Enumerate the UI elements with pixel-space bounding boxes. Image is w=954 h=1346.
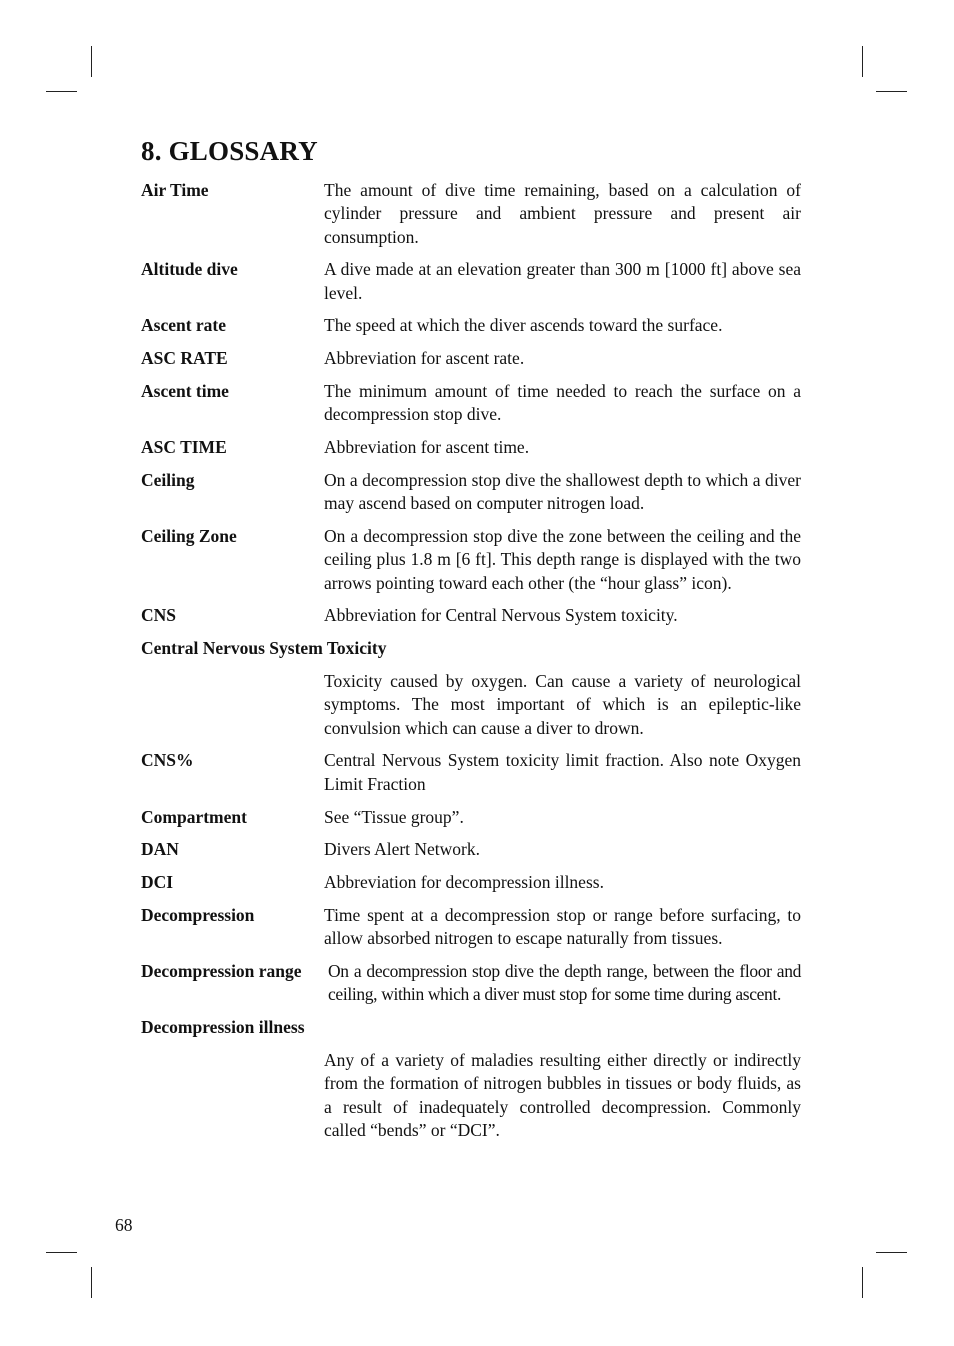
glossary-term: ASC RATE <box>141 348 228 369</box>
crop-mark <box>91 46 92 77</box>
glossary-term: Compartment <box>141 806 247 827</box>
crop-mark <box>862 46 863 77</box>
crop-mark <box>46 1252 77 1253</box>
glossary-definition: A dive made at an elevation greater than 300 m [1000 ft] above sea level. <box>324 259 801 303</box>
glossary-entry <box>141 380 801 427</box>
glossary-definition: Abbreviation for ascent rate. <box>324 348 525 369</box>
glossary-entry <box>141 258 801 305</box>
glossary-entry <box>141 436 801 459</box>
crop-mark <box>46 91 77 92</box>
glossary-entry <box>141 525 801 595</box>
glossary-definition: On a decompression stop dive the shallowest depth to which a diver may ascend based on computer nitrogen load. <box>324 469 801 514</box>
glossary-entry <box>141 960 801 1007</box>
glossary-entry <box>141 179 801 249</box>
glossary-term: Central Nervous System Toxicity <box>141 638 387 659</box>
crop-mark <box>876 1252 907 1253</box>
glossary-term: Decompression range <box>141 961 302 982</box>
glossary-term: ASC TIME <box>141 437 227 458</box>
glossary-entry <box>141 806 801 829</box>
glossary-definition: Abbreviation for decompression illness. <box>324 872 604 893</box>
glossary-term: CNS <box>141 605 177 626</box>
glossary-definition: Time spent at a decompression stop or range before surfacing, to allow absorbed nitrogen to escape naturally from tissues. <box>324 904 801 949</box>
glossary-entry <box>141 469 801 516</box>
glossary-definition: See “Tissue group”. <box>324 806 464 827</box>
glossary-term: Air Time <box>141 180 209 200</box>
glossary-term: Altitude dive <box>141 259 238 280</box>
glossary-term: DAN <box>141 839 179 860</box>
glossary-definition: On a decompression stop dive the zone between the ceiling and the ceiling plus 1.8 m [6 ft]. This depth range is displayed with the two arrows pointing toward each other (the “hour glass” icon). <box>324 526 801 593</box>
glossary-term: CNS% <box>141 750 194 771</box>
glossary-definition: Divers Alert Network. <box>324 839 481 860</box>
page-number: 68 <box>115 1215 133 1235</box>
crop-mark <box>862 1267 863 1298</box>
crop-mark <box>91 1267 92 1298</box>
glossary-term: DCI <box>141 872 174 893</box>
glossary-definition: Toxicity caused by oxygen. Can cause a variety of neurological symptoms. The most important of which is an epileptic-like convulsion which can cause a diver to drown. <box>324 671 801 738</box>
glossary-term: Ascent time <box>141 381 229 402</box>
glossary-definition: Abbreviation for Central Nervous System toxicity. <box>324 605 678 626</box>
glossary-definition: Abbreviation for ascent time. <box>324 437 530 458</box>
glossary-term: Ceiling Zone <box>141 526 237 547</box>
glossary-term: Decompression <box>141 904 255 925</box>
glossary-definition: On a decompression stop dive the depth range, between the floor and ceiling, within which a diver must stop for some time during ascent. <box>328 961 801 1005</box>
glossary-entry <box>141 904 801 951</box>
glossary-entry <box>141 838 801 861</box>
crop-mark <box>876 91 907 92</box>
glossary-entry <box>141 347 801 370</box>
glossary-term: Ceiling <box>141 469 195 490</box>
glossary-entry <box>141 314 801 337</box>
glossary-entry <box>141 604 801 627</box>
glossary-definition: The amount of dive time remaining, based on a calculation of cylinder pressure and ambient pressure and present air consumption. <box>324 180 801 247</box>
glossary-definition: Any of a variety of maladies resulting either directly or indirectly from the formation of nitrogen bubbles in tissues or body fluids, as a result of inadequately controlled decompression. Commonly called “bends” or “DCI”. <box>324 1049 801 1140</box>
glossary-definition: The minimum amount of time needed to reach the surface on a decompression stop dive. <box>324 381 801 425</box>
glossary-list <box>141 179 801 1152</box>
glossary-term: Ascent rate <box>141 315 227 336</box>
glossary-entry <box>141 749 801 796</box>
glossary-definition: The speed at which the diver ascends toward the surface. <box>324 315 723 336</box>
glossary-definition: Central Nervous System toxicity limit fraction. Also note Oxygen Limit Fraction <box>324 750 801 794</box>
page-title: 8. GLOSSARY <box>141 136 318 166</box>
glossary-term: Decompression illness <box>141 1017 305 1038</box>
glossary-entry <box>141 871 801 894</box>
